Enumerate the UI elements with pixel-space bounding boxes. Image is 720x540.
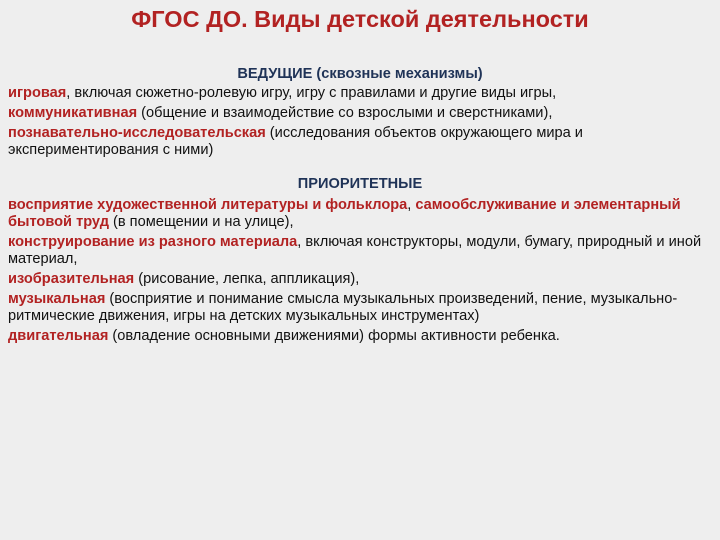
activity-description: , включая сюжетно-ролевую игру, игру с правилами и другие виды игры, — [66, 85, 557, 101]
activity-description: (рисование, лепка, аппликация), — [134, 271, 360, 287]
leading-item-communicative — [8, 105, 712, 122]
activity-term: музыкальная — [8, 291, 106, 307]
activity-description: (овладение основными движениями) формы активности ребенка. — [108, 328, 560, 344]
activity-term: коммуникативная — [8, 105, 138, 121]
activity-term: игровая — [8, 85, 67, 101]
activity-term: познавательно-исследовательская — [8, 125, 266, 141]
leading-item-play — [8, 85, 712, 102]
activity-term: изобразительная — [8, 271, 135, 287]
activity-description: (исследования объектов окружающего мира и экспериментирования с ними) — [8, 125, 583, 158]
activity-description: (восприятие и понимание смысла музыкальных произведений, пение, музыкально-ритмические движения, игры на детских музыкальных инструментах) — [8, 291, 678, 324]
priority-item-music — [8, 291, 712, 325]
priority-item-visual-arts — [8, 271, 712, 288]
activity-description: , включая конструкторы, модули, бумагу, природный и иной материал, — [8, 234, 702, 267]
term-separator: , — [407, 197, 416, 213]
activity-term: восприятие художественной литературы и фольклора — [8, 197, 408, 213]
priority-item-literature-selfcare — [8, 197, 712, 231]
priority-heading: ПРИОРИТЕТНЫЕ — [297, 176, 423, 192]
activity-term: самообслуживание и элементарный бытовой труд — [8, 197, 681, 230]
leading-item-cognitive — [8, 125, 712, 159]
slide-content — [8, 66, 712, 348]
slide-title: ФГОС ДО. Виды детской деятельности — [131, 6, 589, 32]
activity-term: двигательная — [8, 328, 109, 344]
activity-description: (общение и взаимодействие со взрослыми и сверстниками), — [137, 105, 553, 121]
activity-term: конструирование из разного материала — [8, 234, 298, 250]
leading-heading: ВЕДУЩИЕ (сквозные механизмы) — [237, 66, 483, 82]
activity-description: (в помещении и на улице), — [108, 214, 294, 230]
priority-item-construction — [8, 234, 712, 268]
priority-item-motor — [8, 328, 712, 345]
